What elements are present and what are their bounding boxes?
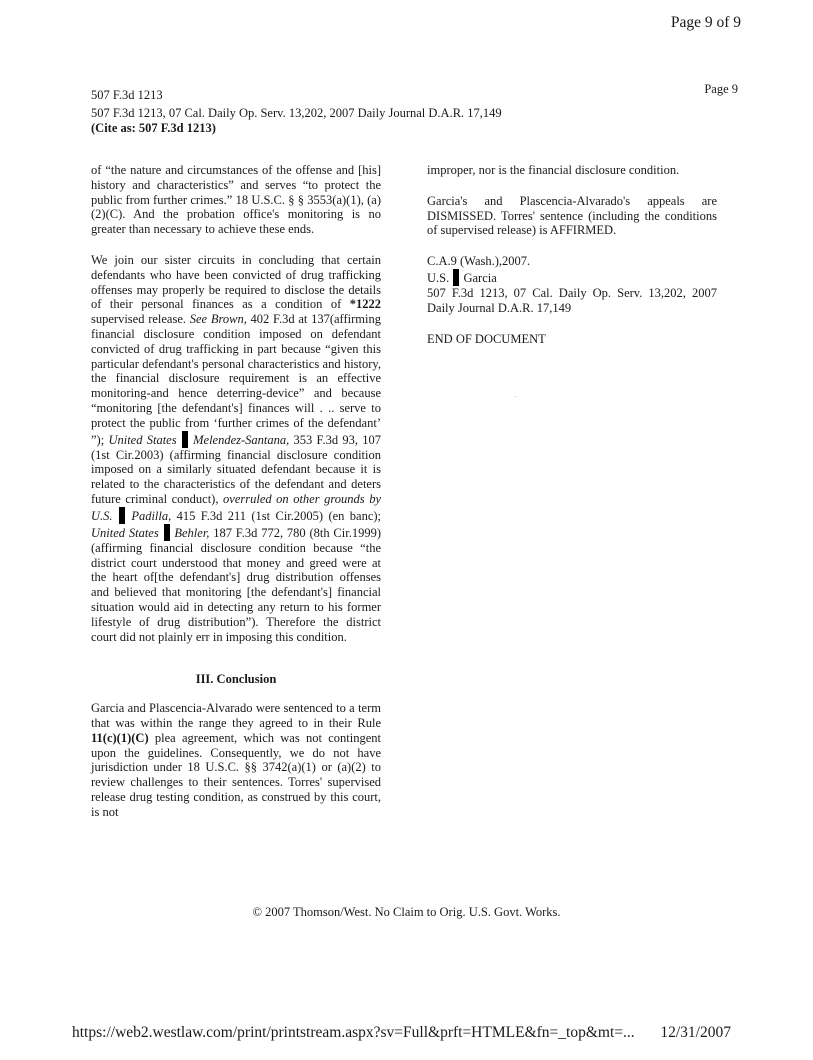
print-url: https://web2.westlaw.com/print/printstream.aspx?sv=Full&prft=HTMLE&fn=_top&mt=... (72, 1024, 635, 1041)
case-history: overruled on other grounds by U.S. (91, 491, 382, 523)
text-run: 402 F.3d at 137(affirming financial disclosure condition imposed on defendant convicted of drug trafficking in part because “given this particular defendant's personal characteristics and history, the financial disclosure requirement is an effective monitoring-and hence deterring-device” and because “monitoring [the defendant's] finances will . .. serve to protect the public from ‘further crimes of the defendant’ ”); (91, 312, 381, 447)
paragraph: improper, nor is the financial disclosure condition. (427, 163, 680, 177)
caption-party: Garcia (463, 270, 497, 285)
redaction-mark (164, 524, 170, 541)
text-run: supervised release. (91, 312, 190, 327)
cite-as: (Cite as: 507 F.3d 1213) (91, 121, 216, 135)
redaction-mark (453, 269, 459, 286)
redaction-mark (182, 431, 188, 448)
text-run: Garcia and Plascencia-Alvarado were sentenced to a term that was within the range they agreed to in their Rule (91, 701, 381, 730)
case-signal: See Brown, (189, 312, 247, 327)
print-date: 12/31/2007 (660, 1024, 731, 1041)
header-citation-full: 507 F.3d 1213, 07 Cal. Daily Op. Serv. 13,202, 2007 Daily Journal D.A.R. 17,149 (91, 106, 502, 120)
left-column (91, 163, 381, 835)
citation-line: 507 F.3d 1213, 07 Cal. Daily Op. Serv. 13,202, 2007 Daily Journal D.A.R. 17,149 (427, 285, 717, 315)
paragraph: of “the nature and circumstances of the offense and [his] history and characteristics” and serves “to protect the public from further crimes.” 18 U.S.C. § § 3553(a)(1), (a)(2)(C). And the probation office's monitoring is no greater than necessary to achieve these ends. (91, 163, 381, 237)
copyright-notice: © 2007 Thomson/West. No Claim to Orig. U.S. Govt. Works. (252, 905, 561, 919)
text-run: 415 F.3d 211 (1st Cir.2005) (en banc); (171, 508, 382, 523)
case-name: Padilla, (131, 508, 172, 523)
court-line: C.A.9 (Wash.),2007. (427, 254, 531, 269)
case-name: Melendez-Santana, (193, 432, 290, 447)
rule-reference: 11(c)(1)(C) (91, 730, 149, 745)
end-of-document: END OF DOCUMENT (427, 331, 546, 346)
paragraph (91, 253, 381, 644)
page-of-indicator: Page 9 of 9 (670, 14, 741, 31)
text-run: 187 F.3d 772, 780 (8th Cir.1999) (affirming financial disclosure condition because “the district court understood that money and greed were at the heart of[the defendant's] drug distribution offenses and believed that monitoring [the defendant's] financial situation would aid in detecting any return to his former lifestyle of drug distribution”). Therefore the district court did not plainly err in imposing this condition. (91, 525, 381, 644)
text-run: We join our sister circuits in concluding that certain defendants who have been convicted of drug trafficking offenses may properly be required to disclose the details of their personal finances as a condition of (91, 252, 381, 312)
section-heading: III. Conclusion (195, 672, 277, 687)
star-page: *1222 (349, 297, 381, 312)
header-page-label: Page 9 (704, 82, 738, 96)
paragraph (91, 701, 381, 819)
scan-speck (515, 396, 516, 397)
text-run: 353 F.3d 93, 107 (1st Cir.2003) (affirming financial disclosure condition imposed on a similarly situated defendant because it is related to the characteristics of the defendant and deters future criminal conduct), (91, 432, 382, 506)
right-column (427, 163, 717, 362)
text-run: plea agreement, which was not contingent upon the guidelines. Consequently, we do not have jurisdiction under 18 U.S.C. §§ 3742(a)(1) or (a)(2) to review challenges to their sentences. Torres' supervised release drug testing condition, as construed by this court, is not (91, 730, 381, 819)
case-name: Behler, (174, 525, 210, 540)
caption-party: U.S. (427, 270, 450, 285)
case-caption (427, 269, 717, 286)
header-citation: 507 F.3d 1213 (91, 88, 163, 102)
case-name: United States (108, 432, 177, 447)
case-name: United States (91, 525, 159, 540)
redaction-mark (119, 507, 125, 524)
paragraph: Garcia's and Plascencia-Alvarado's appeals are DISMISSED. Torres' sentence (including the conditions of supervised release) is AFFIRMED. (427, 193, 717, 238)
